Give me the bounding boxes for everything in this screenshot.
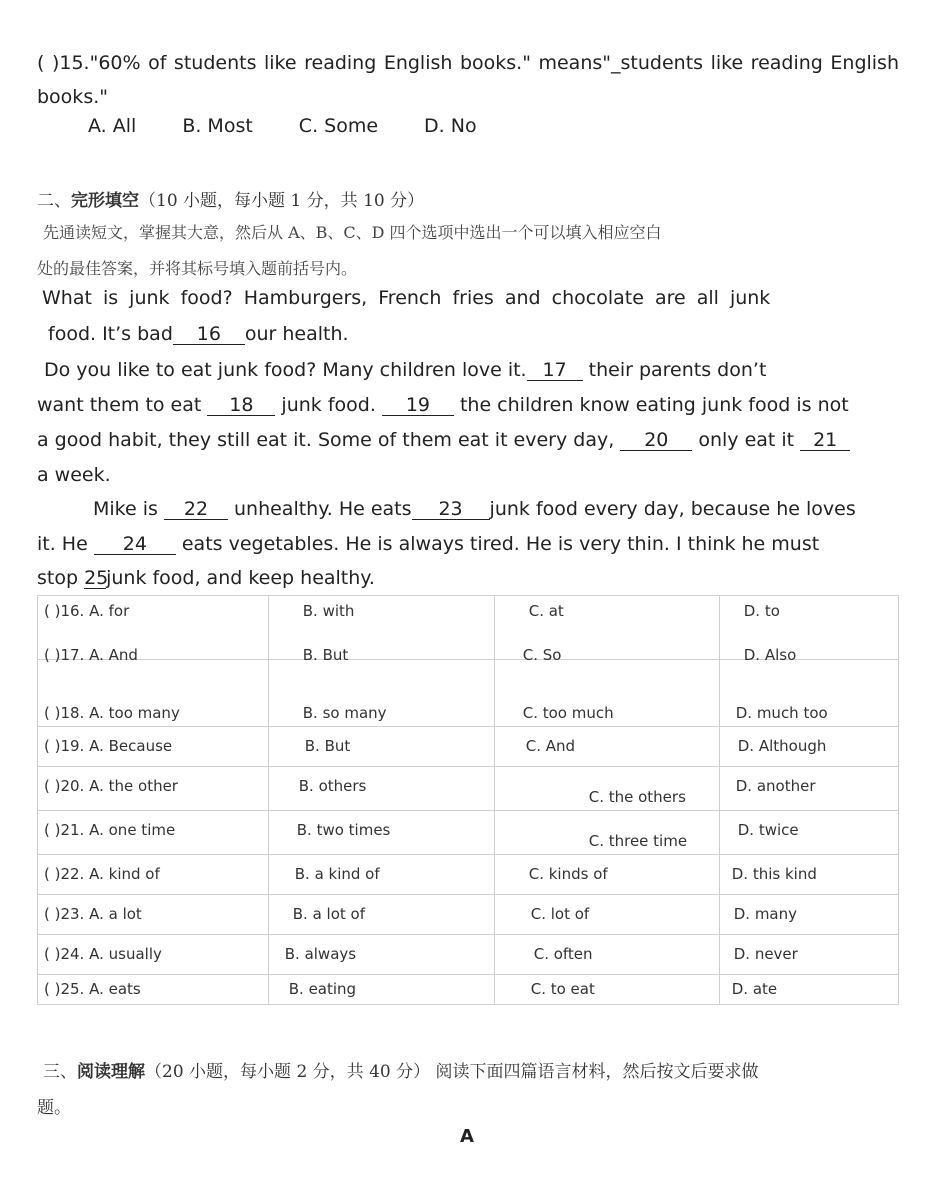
blank-25: 25: [84, 567, 109, 589]
option-c-cell: C. And: [494, 726, 719, 766]
option-d-cell: D. Although: [719, 726, 898, 766]
blank-19: 19: [382, 395, 454, 416]
option-d-cell: D. twice: [719, 810, 898, 854]
option-c-cell: C. kinds of: [494, 854, 719, 894]
section-3-title: [43, 1057, 759, 1082]
table-row: [38, 766, 899, 810]
table-row: [38, 894, 899, 934]
passage-a-heading: A: [460, 1126, 474, 1147]
option-b-cell: B. a lot of: [268, 894, 494, 934]
option-c-cell: C. to eat: [494, 974, 719, 1004]
table-row: [38, 810, 899, 854]
section-2-instructions-line2: 处的最佳答案，并将其标号填入题前括号内。: [37, 259, 358, 278]
table-row: [38, 974, 899, 1004]
question-15: ( )15."60% of students like reading English books." means"_students like reading English books.": [37, 52, 899, 108]
option-c-cell: C. often: [494, 934, 719, 974]
option-a: A. All: [88, 115, 137, 137]
question-cell: ( )19. A. Because: [38, 726, 269, 766]
option-b-cell: B. always: [268, 934, 494, 974]
passage-line-7: Mike is 22 unhealthy. He eats 23 junk food every day, because he loves: [93, 498, 856, 520]
passage-line-2: food. It’s bad 16 our health.: [48, 323, 349, 345]
question-cell: ( )18. A. too many: [38, 660, 269, 726]
option-b-cell: B. a kind of: [268, 854, 494, 894]
blank-23: 23: [412, 499, 490, 520]
option-d: D. No: [424, 115, 477, 137]
passage-line-8: it. He 24 eats vegetables. He is always tired. He is very thin. I think he must: [37, 533, 820, 555]
section-2-number: 二、: [37, 191, 71, 211]
section-2-title: [37, 186, 424, 211]
question-15-options: [88, 115, 477, 137]
section-3-title-continued: 题。: [37, 1098, 71, 1118]
blank-24: 24: [94, 534, 176, 555]
option-c-cell: C. three time: [494, 810, 719, 854]
option-d-cell: D. many: [719, 894, 898, 934]
option-d-cell: D. never: [719, 934, 898, 974]
question-cell: ( )21. A. one time: [38, 810, 269, 854]
option-c-cell: C. the others: [494, 766, 719, 810]
passage-line-5: a good habit, they still eat it. Some of them eat it every day, 20 only eat it 21: [37, 429, 850, 451]
passage-line-4: want them to eat 18 junk food. 19 the children know eating junk food is not: [37, 394, 849, 416]
option-b-cell: B. eating: [268, 974, 494, 1004]
blank-22: 22: [164, 499, 228, 520]
question-cell: ( )16. A. for: [38, 596, 269, 660]
table-row: [38, 854, 899, 894]
options-table: [37, 595, 899, 1005]
option-d-cell: D. Also: [743, 646, 797, 664]
option-b-cell: B. others: [268, 766, 494, 810]
question-cell: ( )24. A. usually: [38, 934, 269, 974]
question-cell: ( )25. A. eats: [38, 974, 269, 1004]
passage-line-6: a week.: [37, 464, 111, 486]
table-row: [38, 726, 899, 766]
option-d-cell: D. to: [719, 596, 898, 660]
option-b-cell: B. two times: [268, 810, 494, 854]
blank-21: 21: [800, 430, 850, 451]
option-b-cell: B. with: [268, 596, 494, 660]
section-2-scoring: （10 小题，每小题 1 分，共 10 分）: [139, 191, 425, 211]
section-3-scoring: （20 小题，每小题 2 分，共 40 分） 阅读下面四篇语言材料，然后按文后要求做: [145, 1062, 759, 1082]
option-c-cell: C. So: [522, 646, 562, 664]
section-2-instructions-line1: 先通读短文，掌握其大意，然后从 A、B、C、D 四个选项中选出一个可以填入相应空白: [43, 223, 662, 242]
passage-line-9: stop 25junk food, and keep healthy.: [37, 567, 375, 589]
section-3-number: 三、: [43, 1062, 77, 1082]
option-b-cell: B. But: [302, 646, 349, 664]
option-d-cell: D. another: [719, 766, 898, 810]
option-c-cell: C. too much: [494, 660, 719, 726]
table-row: [38, 934, 899, 974]
table-row: [38, 660, 899, 661]
option-d-cell: D. this kind: [719, 854, 898, 894]
passage-line-3: Do you like to eat junk food? Many children love it. 17 their parents don’t: [44, 359, 767, 381]
option-b-cell: B. so many: [268, 660, 494, 726]
section-2-name: 完形填空: [71, 191, 139, 211]
option-c-cell: C. lot of: [494, 894, 719, 934]
option-b: B. Most: [182, 115, 253, 137]
passage-line-1: What is junk food? Hamburgers, French fries and chocolate are all junk: [42, 287, 771, 309]
blank-20: 20: [620, 430, 692, 451]
option-d-cell: D. ate: [719, 974, 898, 1004]
option-c: C. Some: [298, 115, 379, 137]
question-cell: ( )20. A. the other: [38, 766, 269, 810]
question-cell: ( )23. A. a lot: [38, 894, 269, 934]
option-b-cell: B. But: [268, 726, 494, 766]
blank-17: 17: [527, 360, 583, 381]
blank-18: 18: [207, 395, 275, 416]
option-d-cell: D. much too: [719, 660, 898, 726]
option-c-cell: C. at: [494, 596, 719, 660]
table-row: [38, 660, 899, 726]
blank-16: 16: [173, 324, 245, 345]
question-cell: ( )17. A. And: [44, 646, 138, 664]
question-cell: ( )22. A. kind of: [38, 854, 269, 894]
section-3-name: 阅读理解: [77, 1062, 145, 1082]
